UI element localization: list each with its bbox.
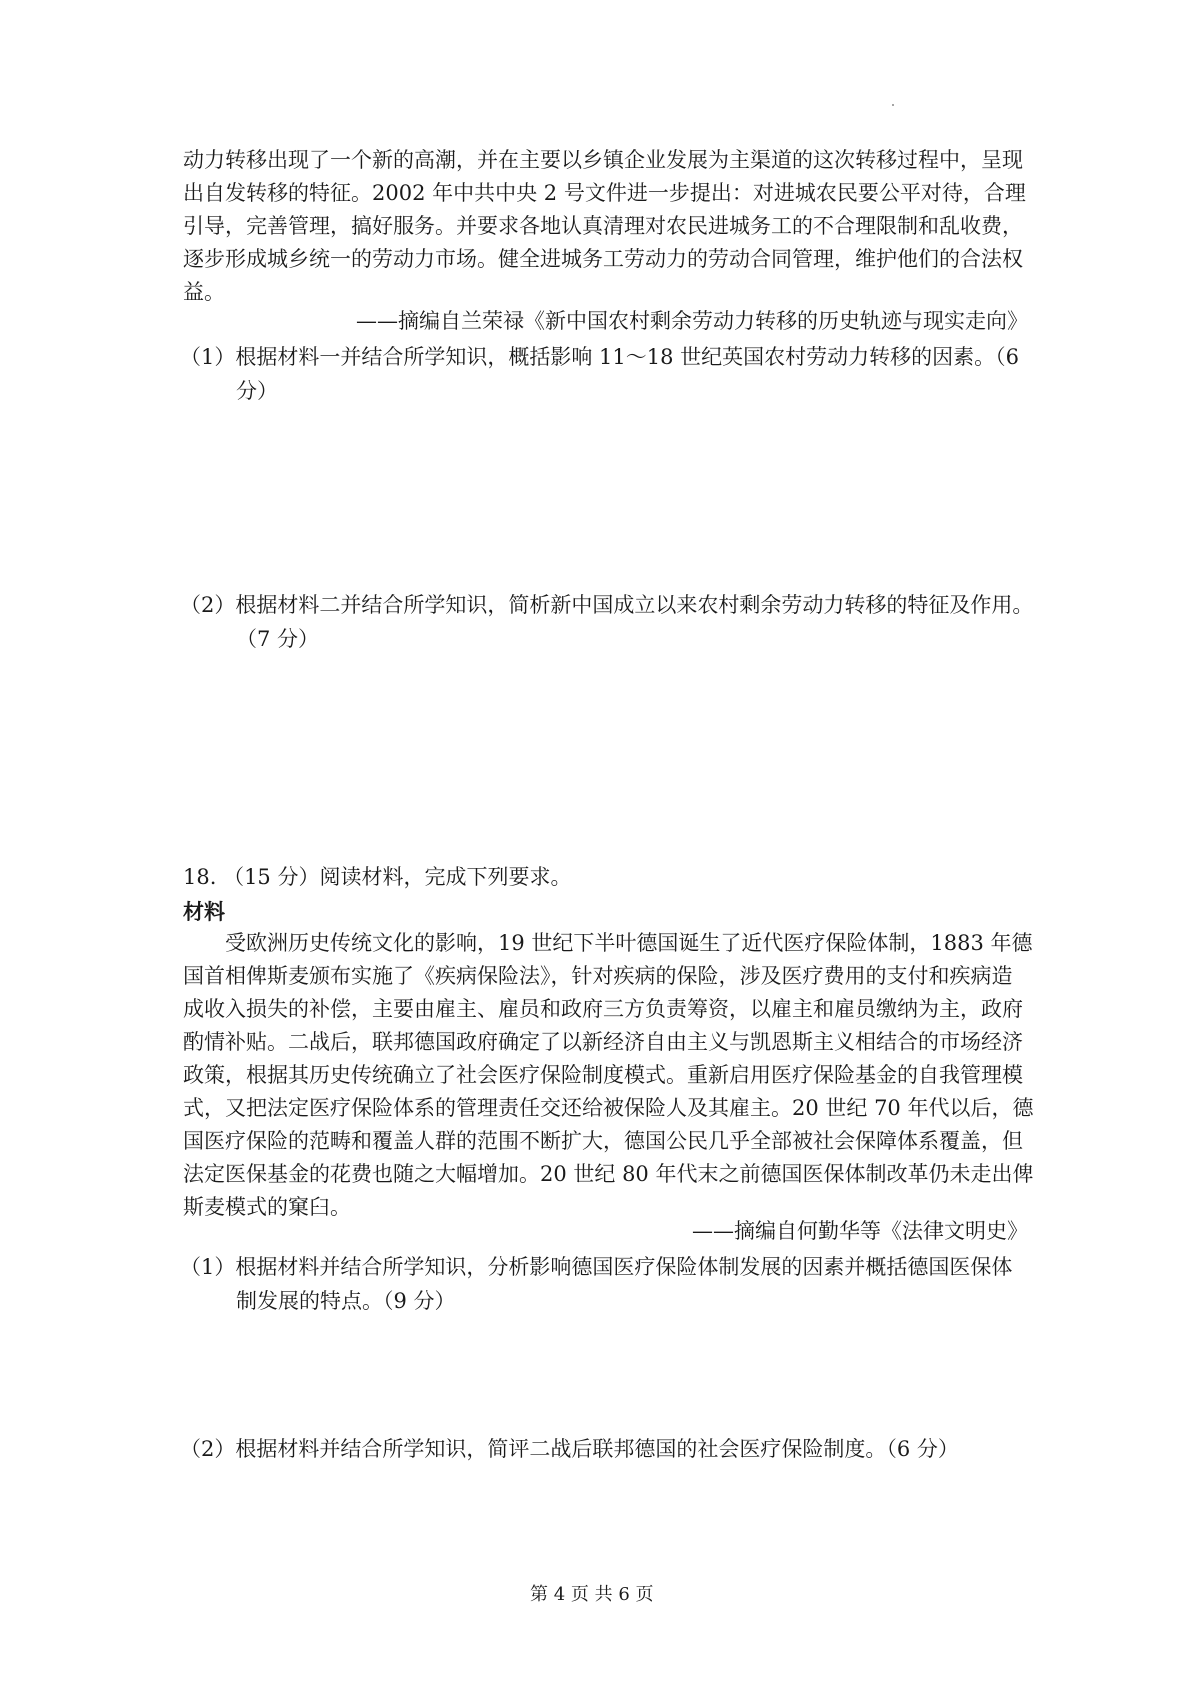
q18-material-line: 受欧洲历史传统文化的影响，19 世纪下半叶德国诞生了近代医疗保险体制，1883 年德 [225,931,1033,955]
q17-sub1 [180,340,1019,408]
q18-material-source: ——摘编自何勤华等《法律文明史》 [692,1219,1028,1243]
q18-sub2-line1: （2）根据材料并结合所学知识，简评二战后联邦德国的社会医疗保险制度。（6 分） [180,1437,959,1461]
q17-sub2 [180,588,1033,656]
material-two-line: 逐步形成城乡统一的劳动力市场。健全进城务工劳动力的劳动合同管理，维护他们的合法权 [183,247,1023,271]
material-two-text [183,144,1026,309]
q18-material-line: 成收入损失的补偿，主要由雇主、雇员和政府三方负责筹资，以雇主和雇员缴纳为主，政府 [183,997,1023,1021]
q17-sub2-line2: （7 分） [236,627,320,651]
q17-sub2-line1: （2）根据材料二并结合所学知识，简析新中国成立以来农村剩余劳动力转移的特征及作用。 [180,593,1034,617]
q18-sub2 [180,1432,959,1466]
q17-sub1-line2: 分） [236,379,278,403]
page-number-footer: 第 4 页 共 6 页 [530,1584,654,1605]
q18-material-line: 法定医保基金的花费也随之大幅增加。20 世纪 80 年代末之前德国医保体制改革仍未走出俾 [183,1162,1034,1186]
material-two-line: 引导，完善管理，搞好服务。并要求各地认真清理对农民进城务工的不合理限制和乱收费， [183,214,1023,238]
q18-material-label: 材料 [183,900,225,924]
material-two-line: 益。 [183,280,225,304]
q18-material-line: 政策，根据其历史传统确立了社会医疗保险制度模式。重新启用医疗保险基金的自我管理模 [183,1063,1023,1087]
q18-material-text [183,927,1033,1224]
q18-sub1-line2: 制发展的特点。（9 分） [236,1289,456,1313]
q18-material-line: 国医疗保险的范畴和覆盖人群的范围不断扩大，德国公民几乎全部被社会保障体系覆盖，但 [183,1129,1023,1153]
q18-material-line: 斯麦模式的窠臼。 [183,1195,351,1219]
scan-speck [892,104,894,106]
q18-title: 18. （15 分）阅读材料，完成下列要求。 [183,865,572,889]
q18-sub1 [180,1250,1012,1318]
material-two-source: ——摘编自兰荣禄《新中国农村剩余劳动力转移的历史轨迹与现实走向》 [356,309,1028,333]
q18-material-line: 酌情补贴。二战后，联邦德国政府确定了以新经济自由主义与凯恩斯主义相结合的市场经济 [183,1030,1023,1054]
q18-sub1-line1: （1）根据材料并结合所学知识，分析影响德国医疗保险体制发展的因素并概括德国医保体 [180,1255,1013,1279]
material-two-line: 出自发转移的特征。2002 年中共中央 2 号文件进一步提出：对进城农民要公平对待，合理 [183,181,1026,205]
material-two-line: 动力转移出现了一个新的高潮，并在主要以乡镇企业发展为主渠道的这次转移过程中，呈现 [183,148,1023,172]
q17-sub1-line1: （1）根据材料一并结合所学知识，概括影响 11～18 世纪英国农村劳动力转移的因素。（6 [180,345,1020,369]
q18-material-line: 国首相俾斯麦颁布实施了《疾病保险法》，针对疾病的保险，涉及医疗费用的支付和疾病造 [183,964,1013,988]
q18-material-line: 式，又把法定医疗保险体系的管理责任交还给被保险人及其雇主。20 世纪 70 年代以后，德 [183,1096,1034,1120]
